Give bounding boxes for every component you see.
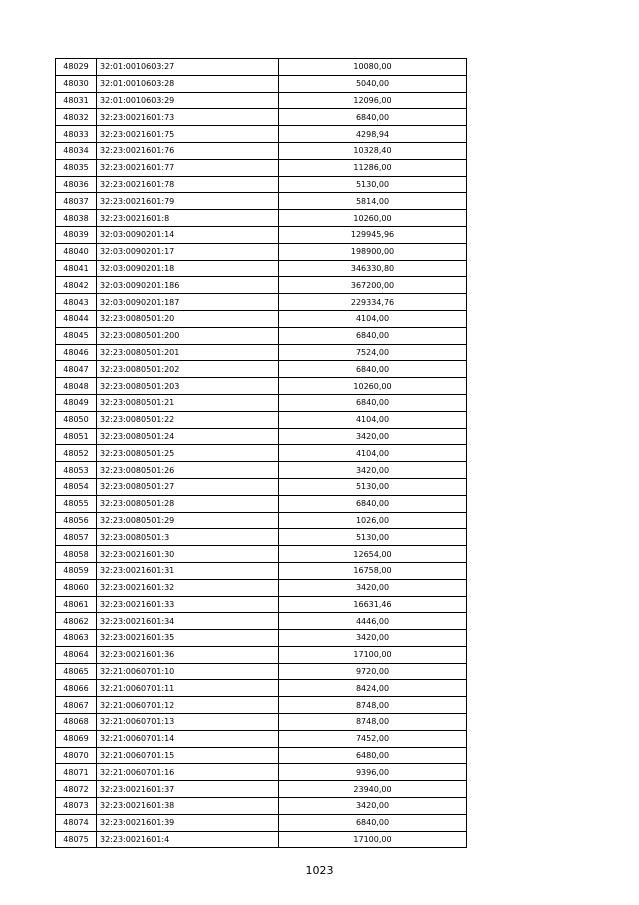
cadastral-number-cell: 32:01:0010603:28 [97,75,279,92]
row-number-cell: 48051 [56,428,97,445]
value-cell: 6840,00 [279,495,467,512]
cadastral-number-cell: 32:23:0080501:28 [97,495,279,512]
cadastral-number-cell: 32:03:0090201:186 [97,277,279,294]
cadastral-number-cell: 32:23:0021601:4 [97,831,279,848]
table-row [56,344,467,361]
value-cell: 6840,00 [279,327,467,344]
cadastral-number-cell: 32:23:0080501:20 [97,310,279,327]
cadastral-number-cell: 32:01:0010603:27 [97,59,279,76]
cadastral-number-cell: 32:23:0080501:26 [97,462,279,479]
value-cell: 12654,00 [279,546,467,563]
table-row [56,411,467,428]
table-row [56,613,467,630]
value-cell: 5130,00 [279,176,467,193]
cadastral-number-cell: 32:23:0080501:24 [97,428,279,445]
value-cell: 5130,00 [279,529,467,546]
value-cell: 10080,00 [279,59,467,76]
table-row [56,562,467,579]
cadastral-number-cell: 32:23:0021601:77 [97,159,279,176]
page-number: 1023 [305,864,334,877]
cadastral-number-cell: 32:21:0060701:15 [97,747,279,764]
row-number-cell: 48037 [56,193,97,210]
value-cell: 10260,00 [279,378,467,395]
cadastral-number-cell: 32:21:0060701:16 [97,764,279,781]
row-number-cell: 48042 [56,277,97,294]
cadastral-number-cell: 32:21:0060701:14 [97,730,279,747]
value-cell: 9396,00 [279,764,467,781]
cadastral-number-cell: 32:23:0021601:38 [97,798,279,815]
table-row [56,159,467,176]
table-row [56,445,467,462]
value-cell: 16758,00 [279,562,467,579]
table-row [56,109,467,126]
cadastral-number-cell: 32:23:0021601:79 [97,193,279,210]
table-row [56,697,467,714]
row-number-cell: 48033 [56,126,97,143]
cadastral-number-cell: 32:23:0021601:34 [97,613,279,630]
value-cell: 16631,46 [279,596,467,613]
cadastral-number-cell: 32:23:0021601:73 [97,109,279,126]
row-number-cell: 48039 [56,226,97,243]
table-row [56,193,467,210]
value-cell: 7452,00 [279,730,467,747]
row-number-cell: 48030 [56,75,97,92]
value-cell: 5130,00 [279,478,467,495]
value-cell: 17100,00 [279,831,467,848]
row-number-cell: 48064 [56,646,97,663]
table-body [56,59,467,848]
row-number-cell: 48059 [56,562,97,579]
value-cell: 367200,00 [279,277,467,294]
value-cell: 8748,00 [279,697,467,714]
cadastral-number-cell: 32:03:0090201:17 [97,243,279,260]
cadastral-number-cell: 32:03:0090201:18 [97,260,279,277]
table-row [56,294,467,311]
cadastral-number-cell: 32:23:0021601:78 [97,176,279,193]
table-row [56,798,467,815]
table-row [56,260,467,277]
value-cell: 4298,94 [279,126,467,143]
value-cell: 229334,76 [279,294,467,311]
row-number-cell: 48034 [56,142,97,159]
value-cell: 3420,00 [279,630,467,647]
table-row [56,714,467,731]
table-row [56,176,467,193]
row-number-cell: 48067 [56,697,97,714]
table-row [56,831,467,848]
table-row [56,596,467,613]
cadastral-number-cell: 32:21:0060701:11 [97,680,279,697]
value-cell: 5814,00 [279,193,467,210]
value-cell: 3420,00 [279,462,467,479]
row-number-cell: 48038 [56,210,97,227]
row-number-cell: 48050 [56,411,97,428]
value-cell: 9720,00 [279,663,467,680]
table-row [56,814,467,831]
row-number-cell: 48031 [56,92,97,109]
table-row [56,394,467,411]
cadastral-number-cell: 32:23:0080501:200 [97,327,279,344]
row-number-cell: 48069 [56,730,97,747]
row-number-cell: 48075 [56,831,97,848]
value-cell: 10328,40 [279,142,467,159]
table-row [56,747,467,764]
row-number-cell: 48056 [56,512,97,529]
row-number-cell: 48040 [56,243,97,260]
row-number-cell: 48065 [56,663,97,680]
row-number-cell: 48058 [56,546,97,563]
cadastral-number-cell: 32:23:0021601:76 [97,142,279,159]
row-number-cell: 48060 [56,579,97,596]
row-number-cell: 48029 [56,59,97,76]
value-cell: 10260,00 [279,210,467,227]
value-cell: 3420,00 [279,428,467,445]
value-cell: 8424,00 [279,680,467,697]
table-row [56,59,467,76]
value-cell: 5040,00 [279,75,467,92]
value-cell: 4104,00 [279,445,467,462]
row-number-cell: 48046 [56,344,97,361]
value-cell: 346330,80 [279,260,467,277]
table-row [56,226,467,243]
cadastral-number-cell: 32:23:0021601:75 [97,126,279,143]
table-row [56,277,467,294]
value-cell: 4104,00 [279,411,467,428]
cadastral-number-cell: 32:21:0060701:13 [97,714,279,731]
row-number-cell: 48063 [56,630,97,647]
cadastral-number-cell: 32:23:0080501:22 [97,411,279,428]
cadastral-number-cell: 32:23:0080501:202 [97,361,279,378]
row-number-cell: 48048 [56,378,97,395]
cadastral-number-cell: 32:23:0021601:8 [97,210,279,227]
value-cell: 6840,00 [279,394,467,411]
value-cell: 11286,00 [279,159,467,176]
value-cell: 129945,96 [279,226,467,243]
row-number-cell: 48072 [56,781,97,798]
cadastral-number-cell: 32:03:0090201:14 [97,226,279,243]
value-cell: 7524,00 [279,344,467,361]
value-cell: 17100,00 [279,646,467,663]
value-cell: 8748,00 [279,714,467,731]
table-row [56,579,467,596]
cadastral-number-cell: 32:23:0021601:36 [97,646,279,663]
table-row [56,512,467,529]
row-number-cell: 48071 [56,764,97,781]
cadastral-number-cell: 32:21:0060701:12 [97,697,279,714]
value-cell: 198900,00 [279,243,467,260]
cadastral-number-cell: 32:23:0021601:37 [97,781,279,798]
cadastral-number-cell: 32:23:0080501:21 [97,394,279,411]
value-cell: 6840,00 [279,361,467,378]
cadastral-number-cell: 32:23:0080501:3 [97,529,279,546]
row-number-cell: 48073 [56,798,97,815]
table-row [56,210,467,227]
value-cell: 6480,00 [279,747,467,764]
row-number-cell: 48053 [56,462,97,479]
value-cell: 1026,00 [279,512,467,529]
cadastral-number-cell: 32:23:0021601:32 [97,579,279,596]
row-number-cell: 48047 [56,361,97,378]
row-number-cell: 48057 [56,529,97,546]
row-number-cell: 48041 [56,260,97,277]
value-cell: 6840,00 [279,109,467,126]
table-row [56,142,467,159]
table-row [56,462,467,479]
row-number-cell: 48070 [56,747,97,764]
cadastral-number-cell: 32:23:0080501:25 [97,445,279,462]
row-number-cell: 48061 [56,596,97,613]
row-number-cell: 48066 [56,680,97,697]
table-row [56,663,467,680]
table-row [56,361,467,378]
value-cell: 23940,00 [279,781,467,798]
table-row [56,126,467,143]
table-row [56,529,467,546]
cadastral-number-cell: 32:23:0021601:31 [97,562,279,579]
row-number-cell: 48045 [56,327,97,344]
table-row [56,378,467,395]
table-row [56,243,467,260]
row-number-cell: 48052 [56,445,97,462]
table-row [56,92,467,109]
table-row [56,75,467,92]
data-table [55,58,467,848]
cadastral-number-cell: 32:23:0021601:39 [97,814,279,831]
table-row [56,764,467,781]
row-number-cell: 48043 [56,294,97,311]
table-row [56,428,467,445]
cadastral-number-cell: 32:23:0080501:203 [97,378,279,395]
value-cell: 4104,00 [279,310,467,327]
cadastral-number-cell: 32:01:0010603:29 [97,92,279,109]
row-number-cell: 48035 [56,159,97,176]
table-row [56,781,467,798]
row-number-cell: 48074 [56,814,97,831]
row-number-cell: 48062 [56,613,97,630]
table-row [56,730,467,747]
cadastral-number-cell: 32:23:0080501:201 [97,344,279,361]
value-cell: 4446,00 [279,613,467,630]
table-row [56,546,467,563]
row-number-cell: 48032 [56,109,97,126]
row-number-cell: 48054 [56,478,97,495]
cadastral-number-cell: 32:21:0060701:10 [97,663,279,680]
table-row [56,680,467,697]
cadastral-number-cell: 32:03:0090201:187 [97,294,279,311]
value-cell: 3420,00 [279,798,467,815]
row-number-cell: 48049 [56,394,97,411]
table-row [56,630,467,647]
cadastral-number-cell: 32:23:0080501:29 [97,512,279,529]
value-cell: 3420,00 [279,579,467,596]
table-row [56,310,467,327]
value-cell: 12096,00 [279,92,467,109]
value-cell: 6840,00 [279,814,467,831]
row-number-cell: 48044 [56,310,97,327]
table-row [56,646,467,663]
row-number-cell: 48036 [56,176,97,193]
cadastral-number-cell: 32:23:0021601:30 [97,546,279,563]
cadastral-number-cell: 32:23:0080501:27 [97,478,279,495]
table-row [56,327,467,344]
row-number-cell: 48055 [56,495,97,512]
table-row [56,478,467,495]
row-number-cell: 48068 [56,714,97,731]
table-row [56,495,467,512]
cadastral-number-cell: 32:23:0021601:35 [97,630,279,647]
cadastral-number-cell: 32:23:0021601:33 [97,596,279,613]
